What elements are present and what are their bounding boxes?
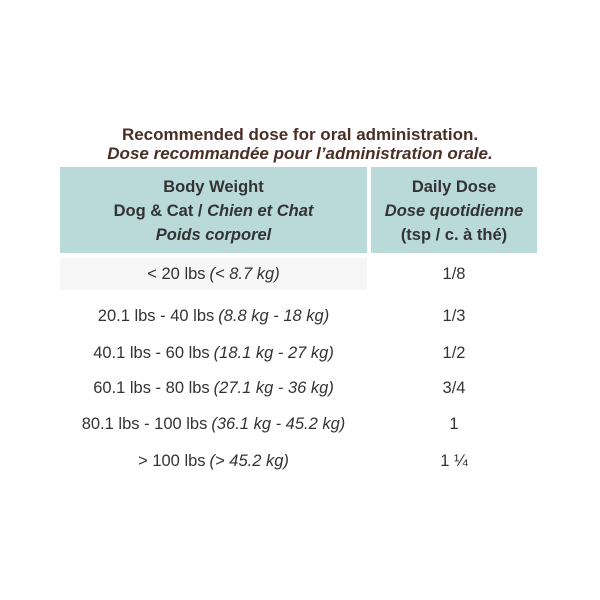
weight-metric: (> 45.2 kg) <box>209 451 289 470</box>
weight-metric: (18.1 kg - 27 kg) <box>213 343 334 362</box>
caption-english: Recommended dose for oral administration. <box>121 125 479 144</box>
weight-metric: (27.1 kg - 36 kg) <box>213 378 334 397</box>
dose-cell: 1/3 <box>442 306 466 325</box>
weight-cell <box>60 337 367 369</box>
table-row <box>60 258 537 290</box>
weight-cell <box>60 372 367 404</box>
dose-cell: 1/8 <box>442 264 466 283</box>
weight-metric: (36.1 kg - 45.2 kg) <box>211 414 346 433</box>
header-dog-cat-fr: Chien et Chat <box>207 202 314 220</box>
header-body-weight <box>60 167 367 253</box>
dose-cell: 3/4 <box>442 378 466 397</box>
table-row <box>60 408 537 440</box>
header-body-weight-line3: Poids corporel <box>155 226 272 244</box>
weight-imperial: 20.1 lbs - 40 lbs <box>97 306 215 325</box>
table-row <box>60 445 537 477</box>
header-daily-dose-line1: Daily Dose <box>411 178 497 196</box>
header-daily-dose-line3: (tsp / c. à thé) <box>400 226 508 244</box>
weight-imperial: < 20 lbs <box>147 264 206 283</box>
dose-cell: 1/2 <box>442 343 466 362</box>
table-row <box>60 300 537 332</box>
weight-imperial: > 100 lbs <box>138 451 206 470</box>
table-row <box>60 337 537 369</box>
weight-metric: (< 8.7 kg) <box>209 264 280 283</box>
header-dog-cat-en: Dog & Cat / <box>113 202 208 220</box>
dose-cell: 1 ¼ <box>440 451 468 470</box>
weight-imperial: 40.1 lbs - 60 lbs <box>93 343 210 362</box>
weight-imperial: 80.1 lbs - 100 lbs <box>81 414 208 433</box>
dose-cell: 1 <box>449 414 459 433</box>
weight-metric: (8.8 kg - 18 kg) <box>218 306 330 325</box>
header-body-weight-line1: Body Weight <box>163 178 264 196</box>
weight-imperial: 60.1 lbs - 80 lbs <box>93 378 210 397</box>
header-daily-dose <box>371 167 537 253</box>
weight-cell <box>60 408 367 440</box>
weight-cell <box>60 300 367 332</box>
caption-french: Dose recommandée pour l’administration orale. <box>107 144 493 163</box>
table-row <box>60 372 537 404</box>
weight-cell <box>60 445 367 477</box>
header-daily-dose-line2: Dose quotidienne <box>384 202 524 220</box>
weight-cell <box>60 258 367 290</box>
header-body-weight-line2 <box>60 199 367 223</box>
table-caption <box>0 125 600 163</box>
